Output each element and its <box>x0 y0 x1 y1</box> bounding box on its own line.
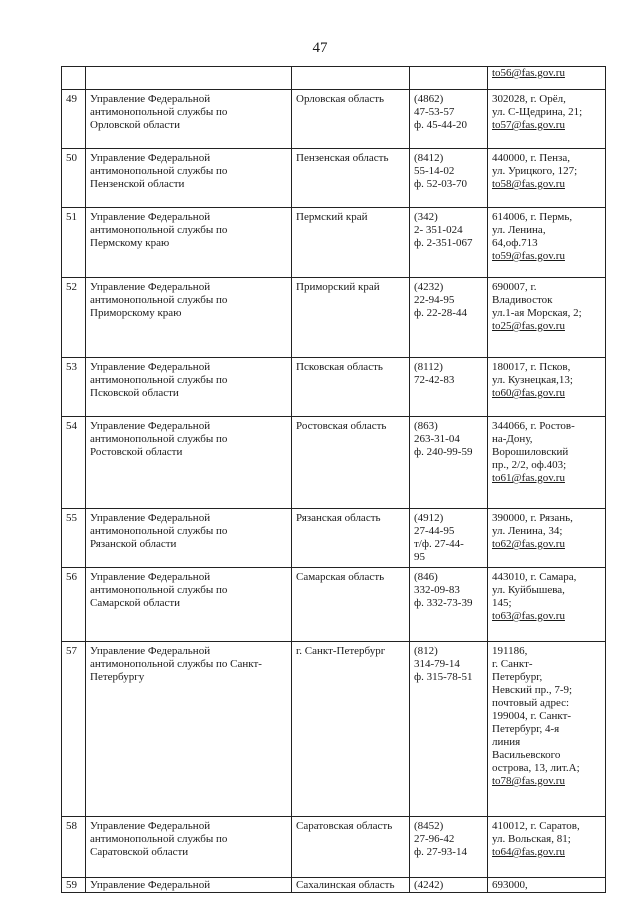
office-name-line: Управление Федеральной <box>90 93 211 105</box>
office-name-cell <box>86 67 292 90</box>
address-line: пр., 2/2, оф.403; <box>492 459 567 471</box>
phone-cell <box>410 878 488 893</box>
address-line: ул. Вольская, 81; <box>492 833 571 845</box>
office-name-line: Ростовской области <box>90 446 183 458</box>
table-row <box>62 90 606 149</box>
phone-line: 332-09-83 <box>414 584 460 596</box>
office-name-line: Саратовской области <box>90 846 189 858</box>
phone-line: (846) <box>414 571 438 583</box>
table-row <box>62 358 606 417</box>
phone-line: 95 <box>414 551 425 563</box>
address-cell <box>488 149 606 208</box>
office-name-cell <box>86 149 292 208</box>
region-label: Самарская область <box>296 571 385 583</box>
phone-cell <box>410 817 488 878</box>
table-row <box>62 149 606 208</box>
phone-line: (812) <box>414 645 438 657</box>
office-name-cell <box>86 642 292 817</box>
address-cell <box>488 817 606 878</box>
address-line: линия <box>492 736 521 748</box>
region-cell <box>292 509 410 568</box>
row-number-cell: 50 <box>62 149 86 208</box>
phone-cell <box>410 149 488 208</box>
email-link[interactable]: to61@fas.gov.ru <box>492 472 565 484</box>
email-link[interactable]: to59@fas.gov.ru <box>492 250 565 262</box>
region-cell <box>292 278 410 358</box>
row-number-cell <box>62 67 86 90</box>
phone-line: ф. 45-44-20 <box>414 119 467 131</box>
address-cell <box>488 568 606 642</box>
address-line: 199004, г. Санкт- <box>492 710 572 722</box>
address-line: на-Дону, <box>492 433 533 445</box>
table-row <box>62 642 606 817</box>
office-name-line: антимонопольной службы по <box>90 224 228 236</box>
region-cell <box>292 90 410 149</box>
phone-line: 263-31-04 <box>414 433 460 445</box>
address-line: 180017, г. Псков, <box>492 361 571 373</box>
address-line: г. Санкт- <box>492 658 533 670</box>
address-line: острова, 13, лит.А; <box>492 762 580 774</box>
table-row <box>62 278 606 358</box>
office-name-cell <box>86 358 292 417</box>
address-line: ул. Урицкого, 127; <box>492 165 578 177</box>
region-label: Пермский край <box>296 211 368 223</box>
phone-line: ф. 240-99-59 <box>414 446 473 458</box>
email-link[interactable]: to56@fas.gov.ru <box>492 67 565 79</box>
phone-cell <box>410 67 488 90</box>
phone-line: 47-53-57 <box>414 106 455 118</box>
region-cell <box>292 358 410 417</box>
email-link[interactable]: to60@fas.gov.ru <box>492 387 565 399</box>
address-line: Владивосток <box>492 294 553 306</box>
address-line: ул. Кузнецкая,13; <box>492 374 573 386</box>
phone-line: (4242) <box>414 879 444 891</box>
phone-line: (863) <box>414 420 438 432</box>
region-cell <box>292 878 410 893</box>
address-cell <box>488 642 606 817</box>
office-name-line: Управление Федеральной <box>90 645 211 657</box>
phone-line: 27-96-42 <box>414 833 455 845</box>
office-name-line: Псковской области <box>90 387 179 399</box>
address-line: 344066, г. Ростов- <box>492 420 575 432</box>
office-name-line: Приморскому краю <box>90 307 182 319</box>
office-name-cell <box>86 568 292 642</box>
row-number-cell: 59 <box>62 878 86 893</box>
address-line: 191186, <box>492 645 528 657</box>
region-cell <box>292 417 410 509</box>
phone-line: ф. 315-78-51 <box>414 671 473 683</box>
table-row <box>62 509 606 568</box>
address-line: Васильевского <box>492 749 561 761</box>
email-link[interactable]: to63@fas.gov.ru <box>492 610 565 622</box>
office-name-line: Управление Федеральной <box>90 879 211 891</box>
phone-line: (8452) <box>414 820 444 832</box>
email-link[interactable]: to78@fas.gov.ru <box>492 775 565 787</box>
office-name-line: антимонопольной службы по <box>90 374 228 386</box>
region-label: Ростовская область <box>296 420 387 432</box>
address-cell <box>488 208 606 278</box>
region-label: Орловская область <box>296 93 385 105</box>
row-number-cell: 56 <box>62 568 86 642</box>
office-name-line: антимонопольной службы по <box>90 106 228 118</box>
address-line: 145; <box>492 597 512 609</box>
office-name-cell <box>86 278 292 358</box>
phone-line: 72-42-83 <box>414 374 455 386</box>
phone-cell <box>410 417 488 509</box>
office-name-cell <box>86 817 292 878</box>
office-name-line: антимонопольной службы по <box>90 833 228 845</box>
office-name-line: Рязанской области <box>90 538 177 550</box>
phone-line: т/ф. 27-44- <box>414 538 464 550</box>
office-name-line: антимонопольной службы по <box>90 584 228 596</box>
fas-offices-table <box>61 66 606 893</box>
phone-line: ф. 27-93-14 <box>414 846 467 858</box>
address-line: ул. Ленина, 34; <box>492 525 563 537</box>
phone-line: 55-14-02 <box>414 165 455 177</box>
address-cell <box>488 67 606 90</box>
email-link[interactable]: to57@fas.gov.ru <box>492 119 565 131</box>
address-line: Невский пр., 7-9; <box>492 684 573 696</box>
phone-line: (8112) <box>414 361 443 373</box>
region-cell <box>292 208 410 278</box>
row-number-cell: 58 <box>62 817 86 878</box>
email-link[interactable]: to64@fas.gov.ru <box>492 846 565 858</box>
table-row-continuation <box>62 67 606 90</box>
office-name-cell <box>86 509 292 568</box>
address-line: Ворошиловский <box>492 446 569 458</box>
phone-cell <box>410 568 488 642</box>
office-name-line: антимонопольной службы по Санкт- <box>90 658 262 670</box>
region-cell <box>292 149 410 208</box>
email-link[interactable]: to62@fas.gov.ru <box>492 538 565 550</box>
office-name-line: Управление Федеральной <box>90 281 211 293</box>
phone-line: ф. 2-351-067 <box>414 237 473 249</box>
phone-line: 22-94-95 <box>414 294 455 306</box>
office-name-line: Орловской области <box>90 119 180 131</box>
region-label: Рязанская область <box>296 512 381 524</box>
office-name-cell <box>86 90 292 149</box>
region-label: Псковская область <box>296 361 383 373</box>
row-number-cell: 57 <box>62 642 86 817</box>
phone-cell <box>410 208 488 278</box>
address-line: 440000, г. Пенза, <box>492 152 570 164</box>
address-line: ул.1-ая Морская, 2; <box>492 307 582 319</box>
office-name-line: Управление Федеральной <box>90 361 211 373</box>
address-line: 302028, г. Орёл, <box>492 93 566 105</box>
address-line: ул. Куйбышева, <box>492 584 565 596</box>
office-name-cell <box>86 208 292 278</box>
office-name-line: Пермскому краю <box>90 237 170 249</box>
office-name-line: антимонопольной службы по <box>90 433 228 445</box>
phone-line: ф. 332-73-39 <box>414 597 473 609</box>
page-number: 47 <box>312 40 328 56</box>
phone-line: ф. 22-28-44 <box>414 307 467 319</box>
phone-cell <box>410 358 488 417</box>
office-name-line: Пензенской области <box>90 178 185 190</box>
office-name-line: антимонопольной службы по <box>90 525 228 537</box>
phone-cell <box>410 642 488 817</box>
office-name-line: Управление Федеральной <box>90 420 211 432</box>
table-row <box>62 208 606 278</box>
address-line: 690007, г. <box>492 281 537 293</box>
table-row <box>62 417 606 509</box>
address-cell <box>488 417 606 509</box>
email-link[interactable]: to25@fas.gov.ru <box>492 320 565 332</box>
phone-line: (4862) <box>414 93 444 105</box>
region-cell <box>292 568 410 642</box>
row-number-cell: 55 <box>62 509 86 568</box>
address-line: 443010, г. Самара, <box>492 571 577 583</box>
address-line: 614006, г. Пермь, <box>492 211 573 223</box>
phone-line: (342) <box>414 211 438 223</box>
region-label: Приморский край <box>296 281 380 293</box>
address-cell <box>488 878 606 893</box>
phone-cell <box>410 509 488 568</box>
row-number-cell: 53 <box>62 358 86 417</box>
phone-line: (8412) <box>414 152 444 164</box>
phone-line: 27-44-95 <box>414 525 455 537</box>
phone-line: (4232) <box>414 281 444 293</box>
address-line: 693000, <box>492 879 528 891</box>
address-line: почтовый адрес: <box>492 697 570 709</box>
address-line: 410012, г. Саратов, <box>492 820 580 832</box>
phone-line: 2- 351-024 <box>414 224 463 236</box>
region-label: Пензенская область <box>296 152 389 164</box>
office-name-cell <box>86 417 292 509</box>
address-line: 390000, г. Рязань, <box>492 512 573 524</box>
row-number-cell: 51 <box>62 208 86 278</box>
office-name-line: Управление Федеральной <box>90 152 211 164</box>
row-number-cell: 54 <box>62 417 86 509</box>
office-name-line: антимонопольной службы по <box>90 294 228 306</box>
address-line: 64,оф.713 <box>492 237 538 249</box>
office-name-line: антимонопольной службы по <box>90 165 228 177</box>
office-name-line: Петербургу <box>90 671 145 683</box>
office-name-cell <box>86 878 292 893</box>
address-line: ул. С-Щедрина, 21; <box>492 106 583 118</box>
office-name-line: Управление Федеральной <box>90 571 211 583</box>
address-cell <box>488 358 606 417</box>
address-line: Петербург, 4-я <box>492 723 560 735</box>
phone-line: ф. 52-03-70 <box>414 178 467 190</box>
region-label: Саратовская область <box>296 820 393 832</box>
office-name-line: Управление Федеральной <box>90 512 211 524</box>
office-name-line: Самарской области <box>90 597 181 609</box>
row-number-cell: 49 <box>62 90 86 149</box>
phone-line: 314-79-14 <box>414 658 460 670</box>
office-name-line: Управление Федеральной <box>90 211 211 223</box>
phone-cell <box>410 278 488 358</box>
region-cell <box>292 67 410 90</box>
table-row <box>62 817 606 878</box>
address-line: Петербург, <box>492 671 543 683</box>
phone-line: (4912) <box>414 512 444 524</box>
region-label: г. Санкт-Петербург <box>296 645 386 657</box>
region-cell <box>292 642 410 817</box>
table-row <box>62 568 606 642</box>
row-number-cell: 52 <box>62 278 86 358</box>
region-label: Сахалинская область <box>296 879 395 891</box>
region-cell <box>292 817 410 878</box>
address-cell <box>488 509 606 568</box>
address-cell <box>488 90 606 149</box>
address-cell <box>488 278 606 358</box>
email-link[interactable]: to58@fas.gov.ru <box>492 178 565 190</box>
address-line: ул. Ленина, <box>492 224 546 236</box>
office-name-line: Управление Федеральной <box>90 820 211 832</box>
table-row <box>62 878 606 893</box>
phone-cell <box>410 90 488 149</box>
